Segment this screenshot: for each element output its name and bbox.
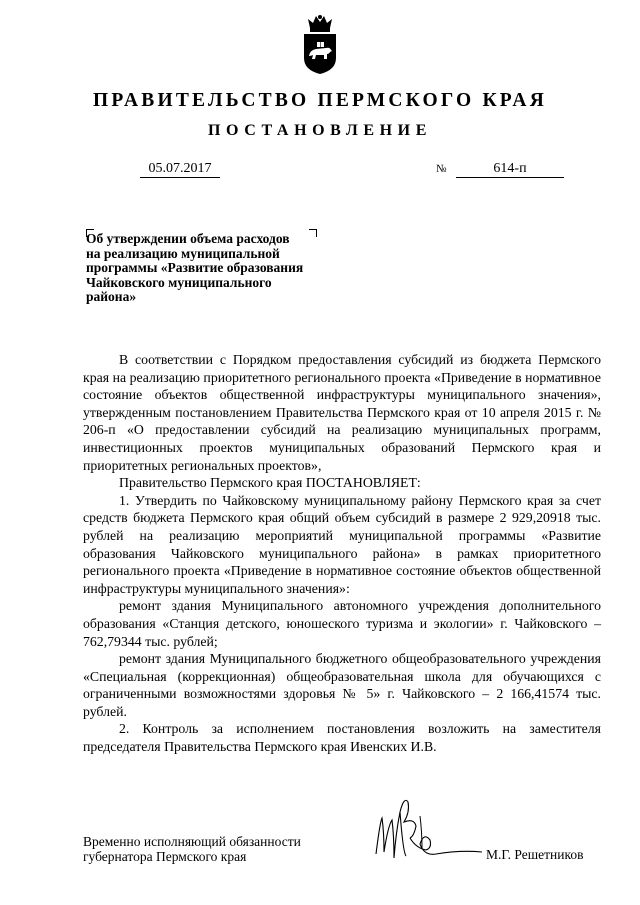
document-date: 05.07.2017 xyxy=(140,160,220,178)
document-type-title: ПОСТАНОВЛЕНИЕ xyxy=(208,122,432,139)
handwritten-signature xyxy=(370,792,490,872)
number-label: № xyxy=(436,163,447,175)
subject-line: на реализацию муниципальной xyxy=(86,245,280,261)
subject-line: программы «Развитие образования xyxy=(86,260,304,276)
signatory-position xyxy=(83,834,301,864)
signatory-position-line: Временно исполняющий обязанности xyxy=(83,834,301,849)
signatory-position-line: губернатора Пермского края xyxy=(83,849,247,864)
preamble-paragraph: В соответствии с Порядком предоставления субсидий из бюджета Пермского края на реализацию приоритетного регионального проекта «Приведение в нормативное состояние объектов общественной инфраструктуры муниципального значения», утвержденным постановлением Правительства Пермского края от 10 апреля 2015 г. № 206-п «О предоставлении субсидий на реализацию муниципальных программ, инвестиционных проектов муниципальных образований Пермского края и приоритетных региональных проектов», xyxy=(83,352,601,473)
clause-2-paragraph: 2. Контроль за исполнением постановления возложить на заместителя председателя Правительства Пермского края Ивенских И.В. xyxy=(83,721,601,755)
document-number: 614-п xyxy=(456,160,564,178)
signatory-name: М.Г. Решетников xyxy=(486,847,584,862)
clause-1-item-1: ремонт здания Муниципального автономного учреждения дополнительного образования «Станция детского, юношеского туризма и экологии» г. Чайковского – 762,79344 тыс. рублей; xyxy=(83,598,601,649)
clause-1-paragraph: 1. Утвердить по Чайковскому муниципальному району Пермского края за счет средств бюджета Пермского края общий объем субсидий в размере 2 929,20918 тыс. рублей на реализацию мероприятий муниципальной программы «Развитие образования Чайковского муниципального района» в рамках приоритетного регионального проекта «Приведение в нормативное состояние объектов общественной инфраструктуры муниципального значения»: xyxy=(83,492,601,596)
document-body xyxy=(83,351,601,756)
subject-line: Чайковского муниципального xyxy=(86,274,272,290)
subject-line: Об утверждении объема расходов xyxy=(86,231,290,246)
subject-line: района» xyxy=(86,289,137,305)
coat-of-arms-emblem xyxy=(296,14,344,76)
organization-title: ПРАВИТЕЛЬСТВО ПЕРМСКОГО КРАЯ xyxy=(93,90,547,111)
resolution-paragraph: Правительство Пермского края ПОСТАНОВЛЯЕТ: xyxy=(119,475,421,491)
document-subject xyxy=(86,232,321,305)
clause-1-item-2: ремонт здания Муниципального бюджетного общеобразовательного учреждения «Специальная (коррекционная) общеобразовательная школа для обучающихся с ограниченными возможностями здоровья № 5» г. Чайковского – 2 166,41574 тыс. рублей. xyxy=(83,651,601,719)
